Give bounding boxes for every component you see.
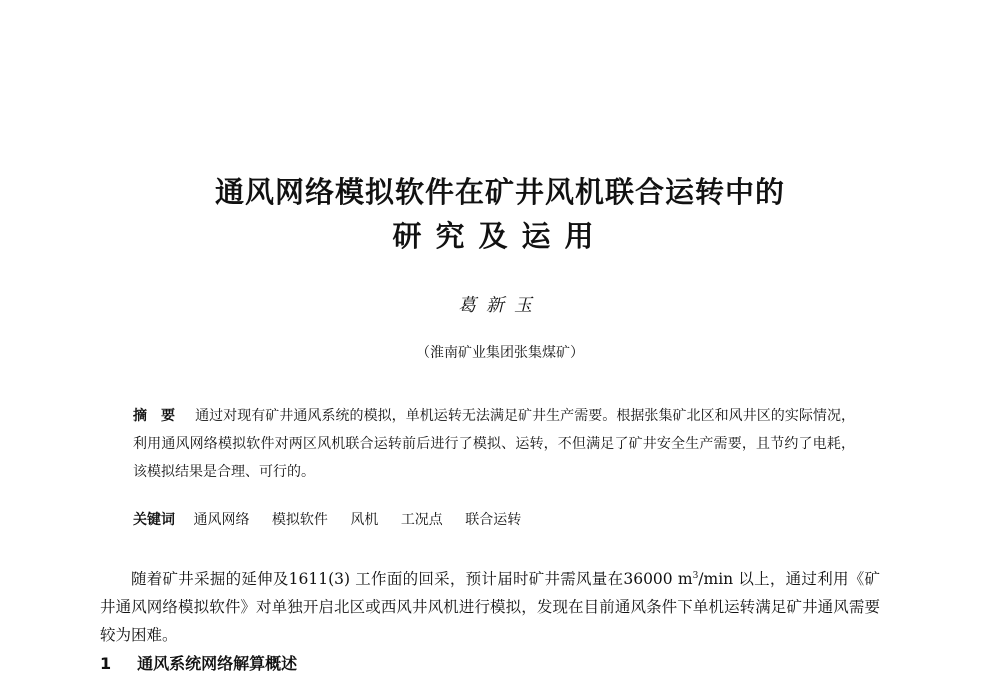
abstract-text: 通过对现有矿井通风系统的模拟，单机运转无法满足矿井生产需要。根据张集矿北区和风井区的实际情况，利用通风网络模拟软件对两区风机联合运转前后进行了模拟、运转，不但满足了矿井安全生产需要，且节约了电耗，该模拟结果是合理、可行的。: [133, 408, 856, 480]
body-paragraph: [100, 562, 880, 649]
keyword: 风机: [350, 512, 379, 528]
section-number: 1: [100, 654, 112, 673]
superscript: 3: [692, 571, 699, 581]
keyword: 工况点: [400, 512, 443, 528]
paper-title-line-1: 通风网络模拟软件在矿井风机联合运转中的: [214, 175, 785, 209]
body-text-part-2: /min 以上，通过利用《矿井通风网络模拟软件》对单独开启北区或西风井风机进行模拟，发现在目前通风条件下单机运转满足矿井通风需要较为困难。: [100, 570, 881, 645]
body-text-part-1: 随着矿井采掘的延伸及1611(3) 工作面的回采，预计届时矿井需风量在36000 m: [131, 570, 693, 589]
affiliation: （淮南矿业集团张集煤矿）: [416, 345, 584, 361]
keyword: 联合运转: [465, 512, 522, 528]
keyword: 通风网络: [193, 512, 250, 528]
section-heading: [100, 651, 297, 674]
section-title: 通风系统网络解算概述: [137, 654, 298, 673]
author: 葛新玉: [458, 295, 542, 316]
abstract-label: 摘要: [133, 408, 190, 424]
keyword: 模拟软件: [271, 512, 328, 528]
keywords: [133, 509, 855, 529]
keywords-label: 关键词: [133, 512, 175, 528]
abstract: [133, 402, 855, 486]
paper-title-line-2: 研究及运用: [392, 219, 608, 253]
body-text: [100, 562, 880, 649]
